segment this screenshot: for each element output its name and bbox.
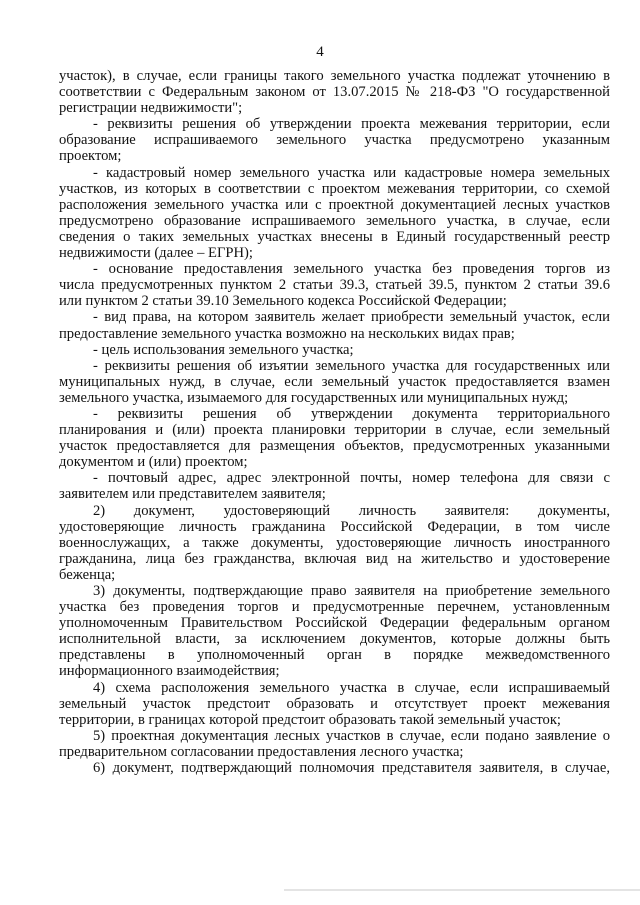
text-line: - кадастровый номер земельного участка или кадастровые номера земельных [93, 164, 610, 181]
text-line: беженца; [59, 566, 116, 583]
text-line: участок предоставляется для размещения объектов, предусмотренных указанными [59, 438, 610, 455]
text-line: участка без проведения торгов и предусмотренные перечнем, установленным [59, 599, 610, 616]
text-line: 4) схема расположения земельного участка в случае, если испрашиваемый [93, 679, 610, 696]
text-line: земельный участок предстоит образовать и отсутствует проект межевания [59, 695, 610, 712]
text-line: заявителем или представителем заявителя; [59, 486, 326, 503]
document-body [59, 68, 610, 776]
text-line: - цель использования земельного участка; [93, 341, 354, 358]
text-line: территории, в границах которой предстоит образовать такой земельный участок; [59, 711, 561, 728]
text-line: соответствии с Федеральным законом от 13.07.2015 № 218-ФЗ "О государственной [59, 84, 610, 101]
text-line: информационного взаимодействия; [59, 663, 280, 680]
text-line: представлены в уполномоченный орган в порядке межведомственного [59, 647, 610, 664]
text-line: проектом; [59, 148, 122, 165]
text-line: - вид права, на котором заявитель желает приобрести земельный участок, если [93, 309, 610, 326]
text-line: сведения о таких земельных участках внесены в Единый государственный реестр [59, 228, 610, 245]
text-line: 5) проектная документация лесных участков в случае, если подано заявление о [93, 727, 610, 744]
text-line: - почтовый адрес, адрес электронной почты, номер телефона для связи с [93, 470, 610, 487]
text-line: предоставление земельного участка возможно на нескольких видах прав; [59, 325, 515, 342]
text-line: документом и (или) проектом; [59, 454, 248, 471]
text-line: 2) документ, удостоверяющий личность заявителя: документы, [93, 502, 610, 519]
text-line: участков, из которых в соответствии с проектом межевания территории, со схемой [59, 180, 610, 197]
text-line: числа предусмотренных пунктом 2 статьи 39.3, статьей 39.5, пунктом 2 статьи 39.6 [59, 277, 610, 294]
text-line: недвижимости (далее – ЕГРН); [59, 245, 253, 262]
text-line: гражданина, лица без гражданства, включая вид на жительство и удостоверение [59, 550, 610, 567]
text-line: исполнительной власти, за исключением документов, которые должны быть [59, 631, 610, 648]
text-line: расположения земельного участка или с проектной документацией лесных участков [59, 196, 610, 213]
text-line: - реквизиты решения об утверждении документа территориального [93, 405, 610, 422]
text-line: или пунктом 2 статьи 39.10 Земельного кодекса Российской Федерации; [59, 293, 507, 310]
text-line: муниципальных нужд, в случае, если земельный участок предоставляется взамен [59, 373, 610, 390]
text-line: уполномоченным Правительством Российской Федерации федеральным органом [59, 615, 610, 632]
text-line: - основание предоставления земельного участка без проведения торгов из [93, 261, 610, 278]
text-line: 6) документ, подтверждающий полномочия представителя заявителя, в случае, [93, 760, 610, 777]
text-line: земельного участка, изымаемого для государственных или муниципальных нужд; [59, 389, 569, 406]
text-line: образование испрашиваемого земельного участка предусмотрено указанным [59, 132, 610, 149]
text-line: - реквизиты решения об утверждении проекта межевания территории, если [93, 116, 610, 133]
text-line: участок), в случае, если границы такого земельного участка подлежат уточнению в [59, 68, 610, 84]
text-line: - реквизиты решения об изъятии земельного участка для государственных или [93, 357, 610, 374]
text-line: удостоверяющие личность гражданина Российской Федерации, в том числе [59, 518, 610, 535]
text-line: предварительном согласовании предоставления лесного участка; [59, 743, 464, 760]
text-line: военнослужащих, а также документы, удостоверяющие личность иностранного [59, 534, 610, 551]
text-line: 3) документы, подтверждающие право заявителя на приобретение земельного [93, 583, 610, 599]
scan-edge-shadow [284, 889, 640, 891]
text-line: регистрации недвижимости"; [59, 100, 243, 117]
text-line: планирования и (или) проекта планировки территории в случае, если земельный [59, 422, 610, 439]
page-number: 4 [316, 44, 324, 60]
text-line: предусмотрено образование испрашиваемого земельного участка, в случае, если [59, 212, 610, 229]
